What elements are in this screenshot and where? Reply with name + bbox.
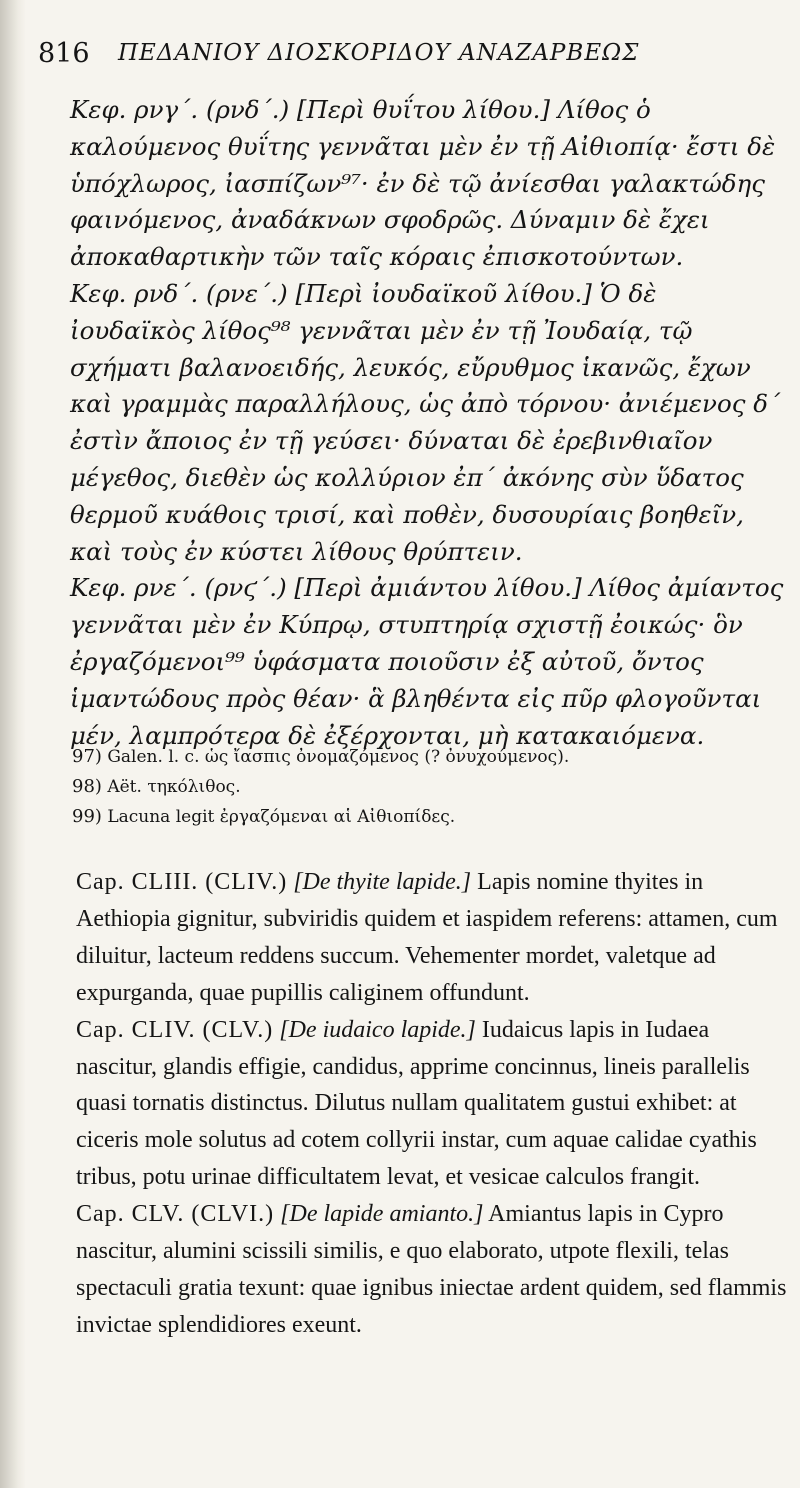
latin-text-block <box>76 864 788 1344</box>
chapter-text: Iudaicus lapis in Iudaea nascitur, glandis effigie, candidus, apprime concinnus, lineis parallelis quasi tornatis distinctus. Dilutus nullam qualitatem gustui exhibet: at ciceris mole solutus ad cotem collyrii instar, cum aquae calidae cyathis tribus, potu urinae difficultatem levat, et vesicae calculos frangit. <box>76 1016 757 1191</box>
latin-chapter-155 <box>76 1196 788 1344</box>
greek-chapter-154: Κεφ. ρνδ΄. (ρνε΄.) [Περὶ ἰουδαϊκοῦ λίθου.] Ὁ δὲ ἰουδαϊκὸς λίθος⁹⁸ γεννᾶται μὲν ἐν τῇ Ἰουδαίᾳ, τῷ σχήματι βαλανοειδής, λευκός, εὔρυθμος ἱκανῶς, ἔχων καὶ γραμμὰς παραλλήλους, ὡς ἀπὸ τόρνου· ἀνιέμενος δ΄ ἐστὶν ἄποιος ἐν τῇ γεύσει· δύναται δὲ ἐρεβινθιαῖον μέγεθος, διεθὲν ὡς κολλύριον ἐπ΄ ἀκόνης σὺν ὕδατος θερμοῦ κυάθοις τρισί, καὶ ποθὲν, δυσουρίαις βοηθεῖν, καὶ τοὺς ἐν κύστει λίθους θρύπτειν. <box>70 278 781 566</box>
latin-chapter-154 <box>76 1012 788 1197</box>
greek-chapter-153: Κεφ. ρνγ΄. (ρνδ΄.) [Περὶ θυΐτου λίθου.] Λίθος ὁ καλούμενος θυΐτης γεννᾶται μὲν ἐν τῇ Αἰθιοπίᾳ· ἔστι δὲ ὑπόχλωρος, ἰασπίζων⁹⁷· ἐν δὲ τῷ ἀνίεσθαι γαλακτώδης φαινόμενος, ἀναδάκνων σφοδρῶς. Δύναμιν δὲ ἔχει ἀποκαθαρτικὴν τῶν ταῖς κόραις ἐπισκοτούντων. <box>70 95 776 272</box>
footnote-97 <box>72 742 772 772</box>
footnote-number: 99) <box>72 806 102 827</box>
chapter-title: [De thyite lapide.] <box>293 869 472 895</box>
footnote-text: Aët. τηκόλιθος. <box>107 777 241 797</box>
footnote-number: 98) <box>72 776 102 797</box>
greek-chapter-155: Κεφ. ρνε΄. (ρνϛ΄.) [Περὶ ἀμιάντου λίθου.] Λίθος ἀμίαντος γεννᾶται μὲν ἐν Κύπρῳ, στυπτηρίᾳ σχιστῇ ἐοικώς· ὃν ἐργαζόμενοι⁹⁹ ὑφάσματα ποιοῦσιν ἐξ αὐτοῦ, ὄντος ἱμαντώδους πρὸς θέαν· ἃ βληθέντα εἰς πῦρ φλογοῦνται μέν, λαμπρότερα δὲ ἐξέρχονται, μὴ κατακαιόμενα. <box>70 573 784 750</box>
page-header <box>38 36 778 76</box>
page-gutter-shadow <box>0 0 26 1488</box>
footnote-text: Lacuna legit ἐργαζόμεναι αἱ Αἰθιοπίδες. <box>107 807 456 827</box>
chapter-heading: Cap. CLV. (CLVI.) <box>76 1201 275 1228</box>
latin-chapter-153 <box>76 864 788 1012</box>
footnotes <box>72 742 772 832</box>
chapter-text: Lapis nomine thyites in Aethiopia gignitur, subviridis quidem et iaspidem referens: attamen, cum diluitur, lacteum reddens succum. Vehementer mordet, valetque ad expurganda, quae pupillis caliginem offundunt. <box>76 869 778 1006</box>
greek-text-block <box>70 92 788 754</box>
page-number: 816 <box>38 38 90 69</box>
chapter-heading: Cap. CLIII. (CLIV.) <box>76 869 288 895</box>
running-title: ΠΕΔΑΝΙΟΥ ΔΙΟΣΚΟΡΙΔΟΥ ΑΝΑΖΑΡΒΕΩΣ <box>118 40 640 66</box>
chapter-title: [De iudaico lapide.] <box>279 1016 476 1043</box>
footnote-number: 97) <box>72 746 102 767</box>
chapter-heading: Cap. CLIV. (CLV.) <box>76 1016 274 1043</box>
footnote-99 <box>72 802 772 832</box>
footnote-text: Galen. l. c. ὡς ἴασπις ὀνομαζόμενος (? ὀνυχούμενος). <box>107 747 570 767</box>
chapter-text: Amiantus lapis in Cypro nascitur, alumini scissili similis, e quo elaborato, utpote flexili, telas spectaculi gratia texunt: quae ignibus iniectae ardent quidem, sed flammis invictae splendidiores exeunt. <box>76 1201 787 1338</box>
chapter-title: [De lapide amianto.] <box>280 1201 484 1228</box>
footnote-98 <box>72 772 772 802</box>
